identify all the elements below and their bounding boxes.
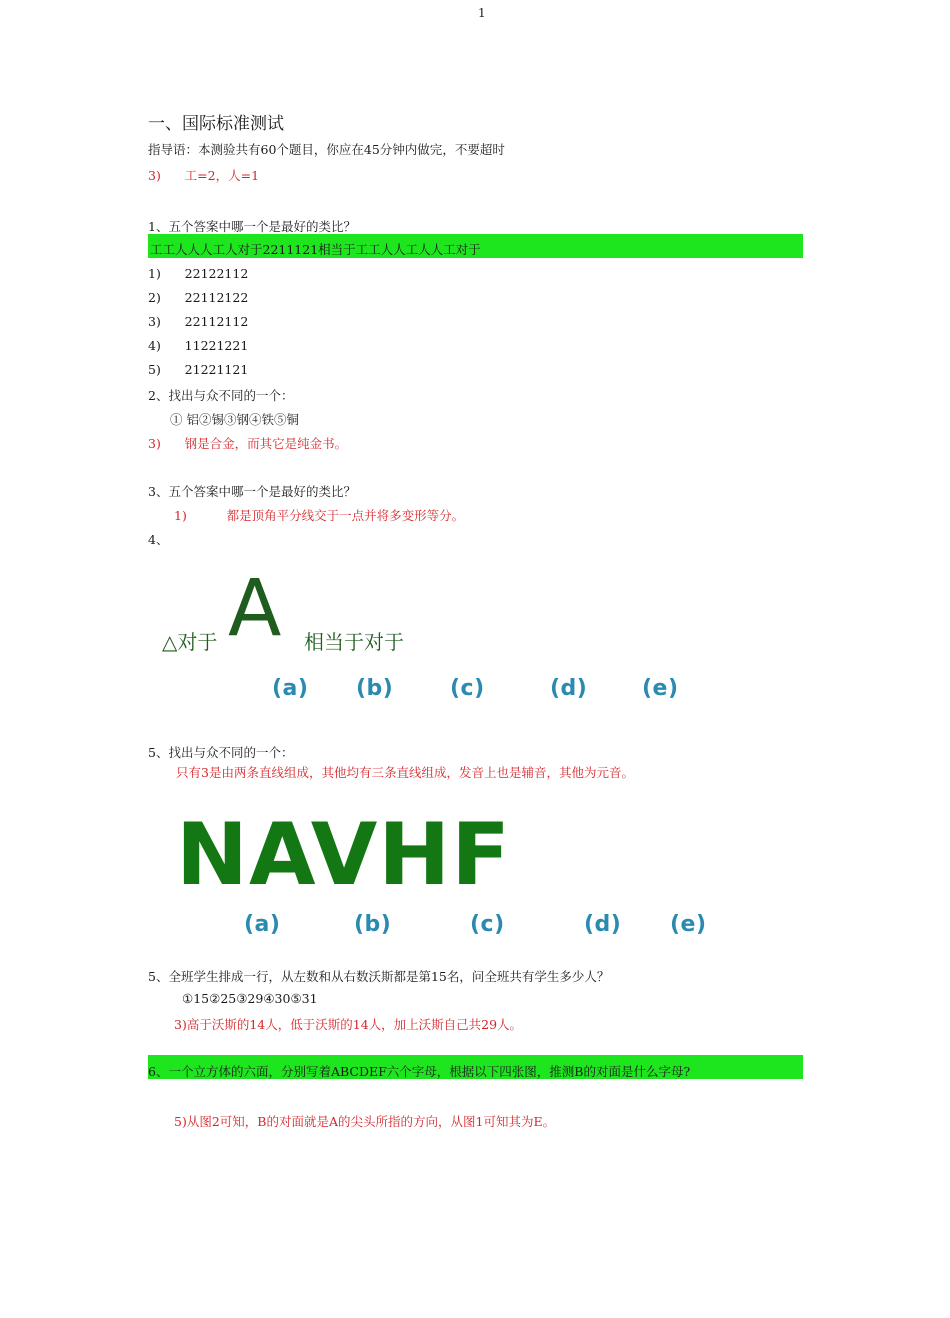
q5a-option-a: (a) <box>244 912 281 937</box>
q5a-letters: NAVHF <box>176 805 511 905</box>
q4-title: 4、 <box>148 532 169 547</box>
q1-title: 1、五个答案中哪一个是最好的类比？ <box>148 219 356 234</box>
q6-answer: 5)从图2可知，B的对面就是A的尖头所指的方向，从图1可知其为E。 <box>174 1114 556 1129</box>
q1-option-2: 2) 22112122 <box>148 290 249 305</box>
q1-option-4: 4) 11221221 <box>148 338 249 353</box>
section-heading: 一、国际标准测试 <box>148 114 284 134</box>
q2-options: ① 铝②锡③钢④铁⑤铜 <box>170 412 299 427</box>
instruction-text: 指导语：本测验共有60个题目，你应在45分钟内做完，不要超时 <box>148 142 505 157</box>
q1-option-5: 5) 21221121 <box>148 362 249 377</box>
q5b-options: ①15②25③29④30⑤31 <box>182 991 318 1006</box>
page-number: 1 <box>478 6 486 20</box>
q5a-option-b: (b) <box>354 912 392 937</box>
q1-option-3: 3) 22112112 <box>148 314 249 329</box>
q4-option-d: (d) <box>550 676 588 701</box>
q4-option-a: (a) <box>272 676 309 701</box>
q4-option-e: (e) <box>642 676 679 701</box>
q4-left-text: △对于 <box>162 630 218 654</box>
q3-answer: 1) 都是顶角平分线交于一点并将多变形等分。 <box>174 508 465 523</box>
q6-title: 6、一个立方体的六面，分别写着ABCDEF六个字母，根据以下四张图，推测B的对面是什么字母? <box>148 1064 691 1079</box>
q5b-title: 5、全班学生排成一行，从左数和从右数沃斯都是第15名，问全班共有学生多少人？ <box>148 969 610 984</box>
q4-option-b: (b) <box>356 676 394 701</box>
q4-right-text: 相当于对于 <box>304 630 404 654</box>
q2-answer: 3) 钢是合金，而其它是纯金书。 <box>148 436 348 451</box>
q1-highlight-text: 工工人人人工人对于2211121相当于工工人人工人人工对于 <box>150 242 481 257</box>
q5a-option-c: (c) <box>470 912 505 937</box>
q5a-answer: 只有3是由两条直线组成，其他均有三条直线组成，发音上也是辅音，其他为元音。 <box>176 765 634 780</box>
q4-option-c: (c) <box>450 676 485 701</box>
q2-title: 2、找出与众不同的一个： <box>148 388 294 403</box>
q5a-option-d: (d) <box>584 912 622 937</box>
q5b-answer: 3)高于沃斯的14人，低于沃斯的14人，加上沃斯自己共29人。 <box>174 1017 523 1032</box>
q5a-title: 5、找出与众不同的一个： <box>148 745 294 760</box>
q1-option-1: 1) 22122112 <box>148 266 249 281</box>
q5a-option-e: (e) <box>670 912 707 937</box>
q4-big-letter: A <box>228 564 282 654</box>
q3-title: 3、五个答案中哪一个是最好的类比？ <box>148 484 356 499</box>
intro-answer: 3) 工=2，人=1 <box>148 168 260 183</box>
